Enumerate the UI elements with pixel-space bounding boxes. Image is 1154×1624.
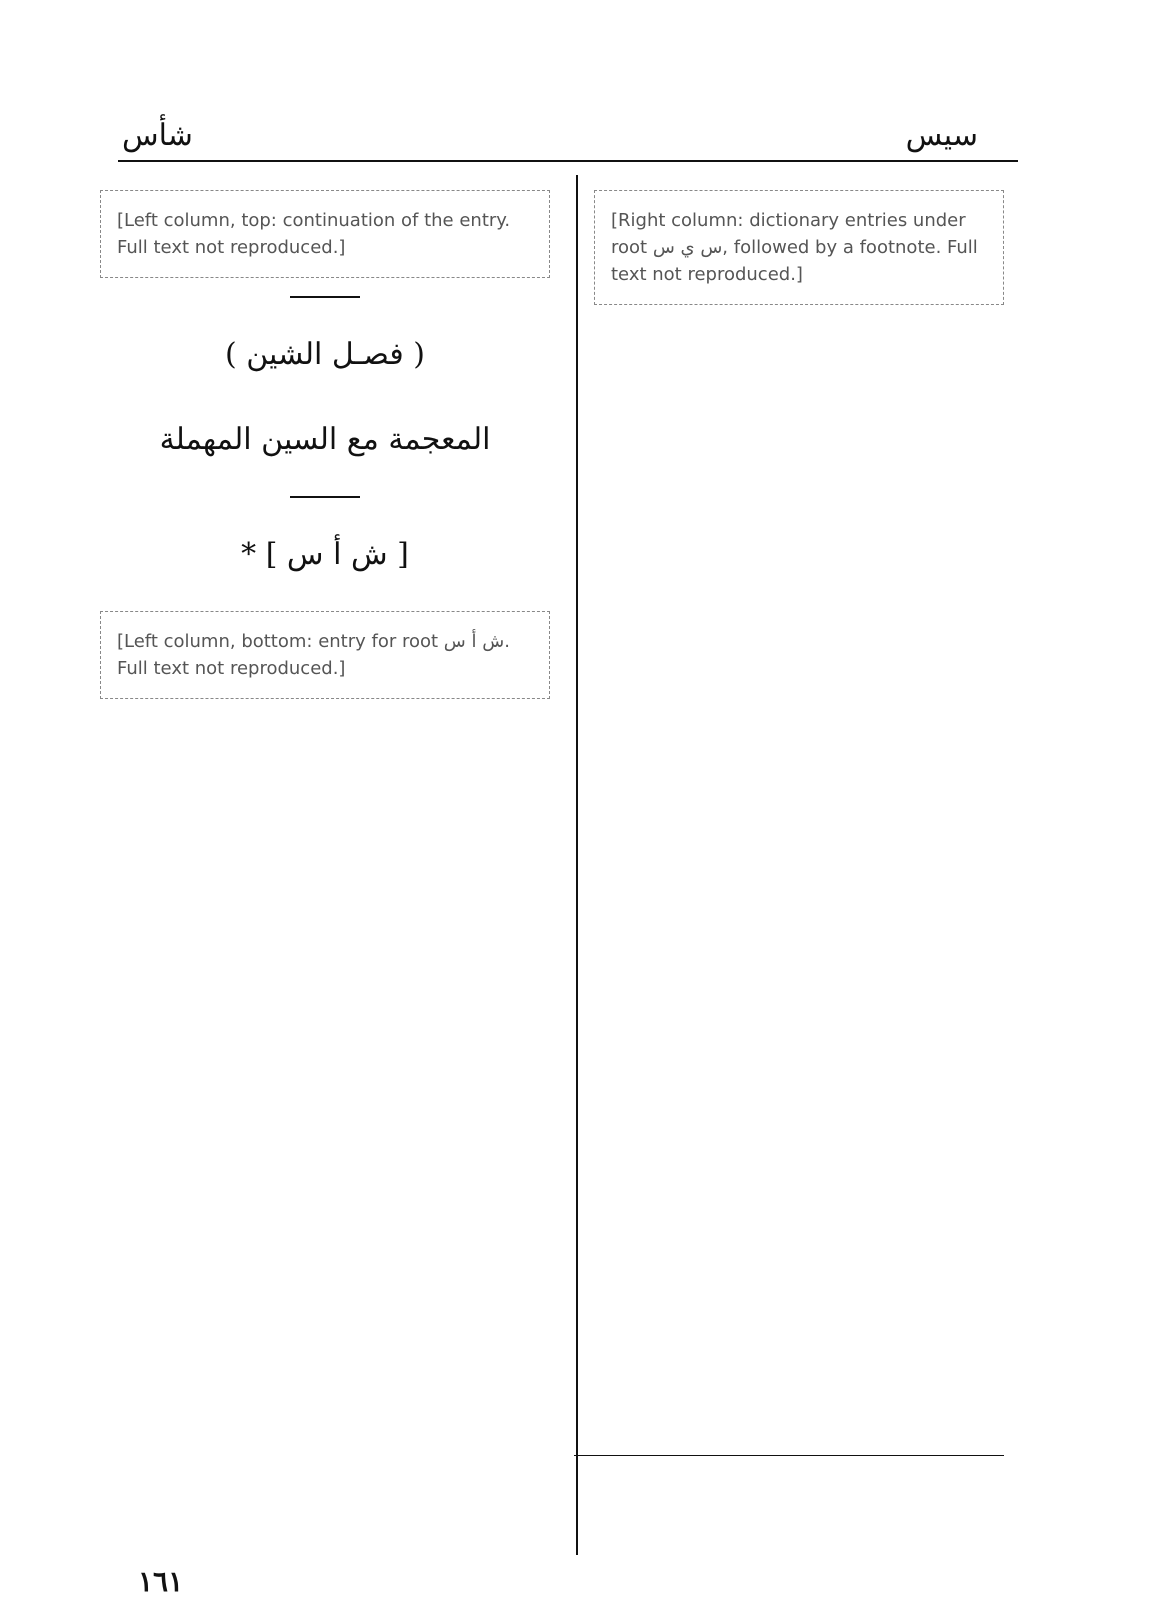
section-separator (290, 496, 360, 498)
left-column (100, 190, 550, 699)
left-column-top-placeholder: [Left column, top: continuation of the entry. Full text not reproduced.] (100, 190, 550, 278)
page-number: ١٦١ (138, 1565, 184, 1598)
left-column-bottom-placeholder: [Left column, bottom: entry for root ش أ س. Full text not reproduced.] (100, 611, 550, 699)
root-heading: [ ش أ س ] * (241, 537, 409, 572)
section-subtitle: المعجمة مع السين المهملة (159, 422, 491, 457)
footnote-rule (574, 1455, 1004, 1456)
running-header-left: شأس (122, 118, 193, 153)
column-divider (576, 175, 578, 1555)
right-column (594, 190, 1004, 305)
running-header-right: سيس (905, 118, 978, 153)
header-rule (118, 160, 1018, 162)
section-title: ( فصـل الشين ) (224, 337, 425, 372)
section-separator (290, 296, 360, 298)
right-column-placeholder: [Right column: dictionary entries under root س ي س, followed by a footnote. Full text not reproduced.] (594, 190, 1004, 305)
